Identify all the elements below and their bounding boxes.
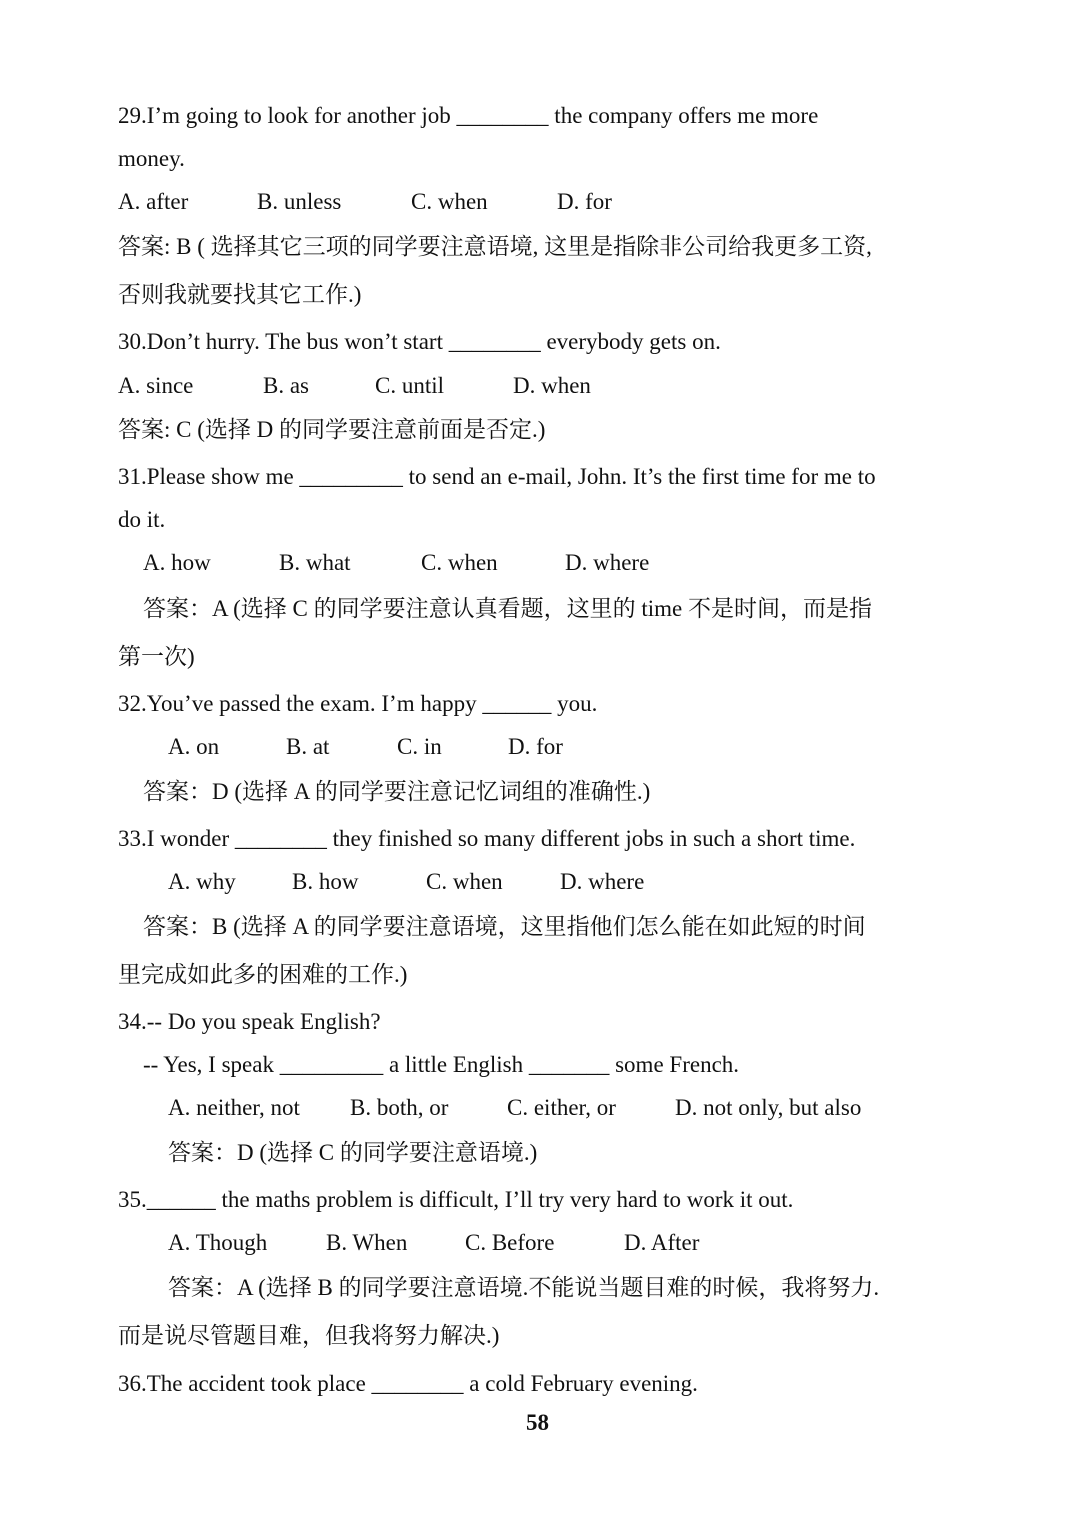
option-a: A. why xyxy=(168,869,236,894)
option-a: A. Though xyxy=(168,1230,268,1255)
option-c: C. when xyxy=(411,189,488,214)
option-a: A. after xyxy=(118,189,189,214)
question-32-options xyxy=(168,732,563,762)
option-d: D. After xyxy=(624,1230,700,1255)
option-a: A. how xyxy=(143,550,211,575)
question-33-answer: 答案：B (选择 A 的同学要注意语境，这里指他们怎么能在如此短的时间 xyxy=(143,914,866,939)
option-b: B. at xyxy=(286,734,330,759)
question-30-text: 30.Don’t hurry. The bus won’t start ________ everybody gets on. xyxy=(118,329,721,354)
question-29-text-continued: money. xyxy=(118,146,185,171)
question-35-options xyxy=(168,1228,699,1258)
option-d: D. where xyxy=(560,869,645,894)
question-30-options xyxy=(118,371,591,401)
question-31-options xyxy=(143,548,649,578)
question-35-text: 35.______ the maths problem is difficult, I’ll try very hard to work it out. xyxy=(118,1187,794,1212)
question-32-text: 32.You’ve passed the exam. I’m happy ______ you. xyxy=(118,691,598,716)
option-d: D. when xyxy=(513,373,591,398)
question-29-answer: 答案: B ( 选择其它三项的同学要注意语境, 这里是指除非公司给我更多工资, xyxy=(118,234,872,259)
question-33-answer-continued: 里完成如此多的困难的工作.) xyxy=(118,962,408,987)
question-30-answer: 答案: C (选择 D 的同学要注意前面是否定.) xyxy=(118,417,546,442)
question-31-text: 31.Please show me _________ to send an e-mail, John. It’s the first time for me to xyxy=(118,464,876,489)
question-34-text: 34.-- Do you speak English? xyxy=(118,1009,381,1034)
question-35-answer: 答案：A (选择 B 的同学要注意语境.不能说当题目难的时候，我将努力. xyxy=(168,1275,880,1300)
option-a: A. since xyxy=(118,373,194,398)
option-d: D. for xyxy=(508,734,563,759)
option-b: B. When xyxy=(326,1230,408,1255)
question-32-answer: 答案：D (选择 A 的同学要注意记忆词组的准确性.) xyxy=(143,779,651,804)
question-29-answer-continued: 否则我就要找其它工作.) xyxy=(118,282,362,307)
option-a: A. on xyxy=(168,734,220,759)
option-d: D. for xyxy=(557,189,612,214)
question-31-answer-continued: 第一次) xyxy=(118,644,195,669)
option-a: A. neither, not xyxy=(168,1095,300,1120)
option-c: C. when xyxy=(426,869,503,894)
option-c: C. in xyxy=(397,734,442,759)
question-29-options xyxy=(118,187,612,217)
option-c: C. Before xyxy=(465,1230,555,1255)
option-b: B. as xyxy=(263,373,309,398)
question-36-text: 36.The accident took place ________ a cold February evening. xyxy=(118,1371,698,1396)
option-b: B. both, or xyxy=(350,1095,449,1120)
question-35-answer-continued: 而是说尽管题目难，但我将努力解决.) xyxy=(118,1323,500,1348)
question-29-text: 29.I’m going to look for another job ________ the company offers me more xyxy=(118,103,819,128)
question-34-text-continued: -- Yes, I speak _________ a little English _______ some French. xyxy=(143,1052,740,1077)
option-c: C. until xyxy=(375,373,445,398)
question-34-options xyxy=(168,1093,861,1123)
option-d: D. where xyxy=(565,550,650,575)
question-33-options xyxy=(168,867,644,897)
page-number: 58 xyxy=(526,1410,549,1435)
option-d: D. not only, but also xyxy=(675,1095,862,1120)
question-31-answer: 答案：A (选择 C 的同学要注意认真看题，这里的 time 不是时间，而是指 xyxy=(143,596,872,621)
question-31-text-continued: do it. xyxy=(118,507,166,532)
question-34-answer: 答案：D (选择 C 的同学要注意语境.) xyxy=(168,1140,538,1165)
option-b: B. unless xyxy=(257,189,342,214)
question-33-text: 33.I wonder ________ they finished so many different jobs in such a short time. xyxy=(118,826,856,851)
option-c: C. either, or xyxy=(507,1095,616,1120)
option-b: B. what xyxy=(279,550,351,575)
option-b: B. how xyxy=(292,869,359,894)
option-c: C. when xyxy=(421,550,498,575)
